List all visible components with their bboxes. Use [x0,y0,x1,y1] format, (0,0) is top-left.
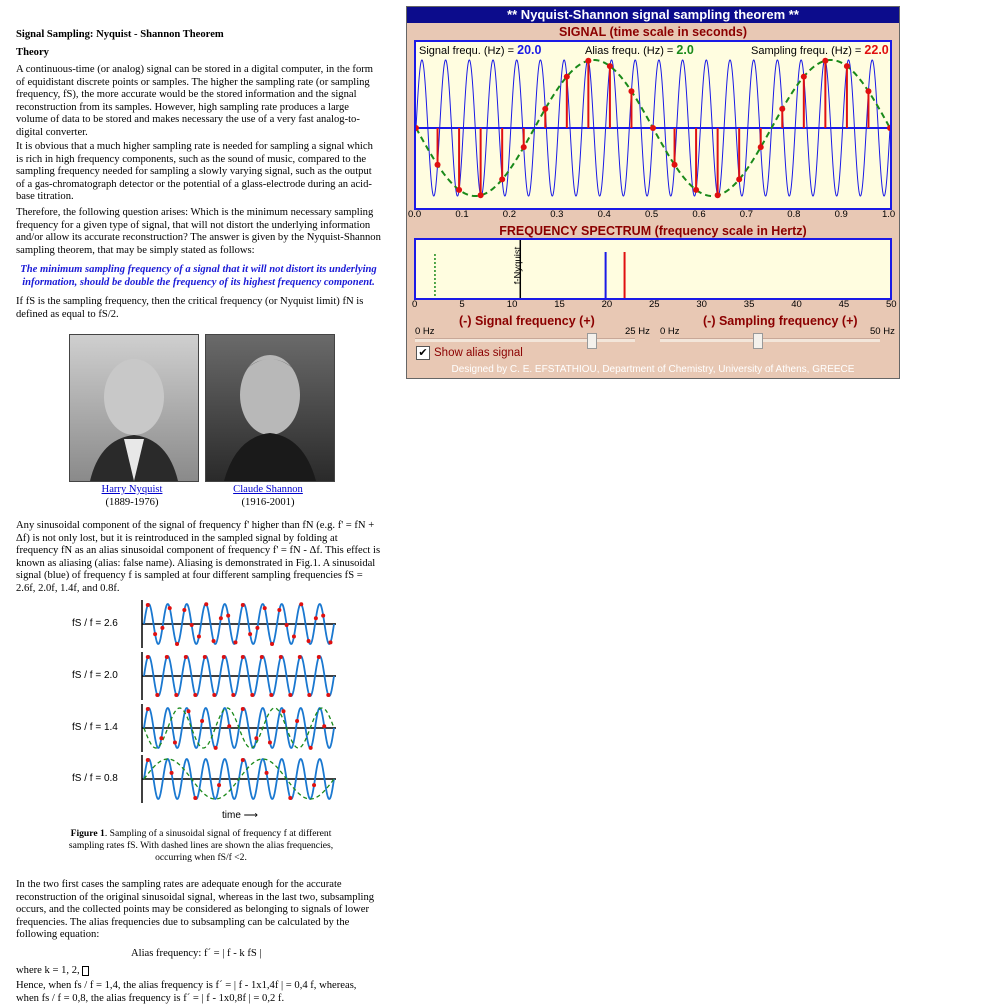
where-line [16,965,381,978]
signal-slider-max: 25 Hz [625,326,650,337]
fig-sample-point [317,655,321,659]
frequency-tick-label: 15 [554,299,565,310]
fig-sample-point [146,603,150,607]
signal-frequency-label: Signal frequ. (Hz) = [419,45,515,57]
fig-sample-point [214,746,218,750]
sample-point [585,58,591,64]
sample-point [887,125,890,131]
sample-point [499,176,505,182]
applet-footer: Designed by C. E. EFSTATHIOU, Department of Chemistry, University of Athens, GREECE [451,364,855,375]
fig-sample-point [285,623,289,627]
fig-sample-point [187,709,191,713]
fig-sample-point [182,608,186,612]
sampling-frequency-slider[interactable] [660,338,880,342]
frequency-tick-label: 20 [601,299,613,310]
sample-point [844,63,850,69]
fig-sample-point [212,693,216,697]
fig-sample-point [212,639,216,643]
fig-sample-point [248,632,252,636]
fig-sample-point [146,707,150,711]
fig-time-label: time ⟶ [222,810,259,821]
fig-sample-point [193,693,197,697]
shannon-link[interactable]: Claude Shannon [233,484,303,495]
fig-sample-point [307,693,311,697]
fig-sample-point [219,616,223,620]
frequency-tick-label: 0 [412,299,418,310]
signal-plot-panel [414,40,892,210]
sample-point [779,106,785,112]
signal-plot [416,42,890,208]
fig-sample-point [193,796,197,800]
fig-sample-point [217,783,221,787]
time-tick-label: 0.1 [455,209,469,220]
fig-sample-point [312,783,316,787]
fig-sample-point [299,602,303,606]
fig-sample-point [254,736,258,740]
time-tick-label: 0.2 [502,209,517,220]
sample-point [607,63,613,69]
fig-sample-point [184,655,188,659]
fig-sample-point [170,771,174,775]
alias-frequency-value: 2.0 [676,43,694,57]
fig-sample-point [226,614,230,618]
fig-sample-point [160,626,164,630]
sample-point [693,187,699,193]
fig-sample-point [241,655,245,659]
frequency-tick-label: 10 [506,299,518,310]
sampling-slider-thumb[interactable] [753,333,763,349]
fig-sample-point [322,724,326,728]
fig-sample-point [241,758,245,762]
fig-sample-point [288,693,292,697]
fig-row-label: fS / f = 1.4 [72,722,118,733]
theorem-quote: The minimum sampling frequency of a signal that it will not distort its underlying information, should be double the frequency of its highest frequency component. [20,264,377,288]
fig-sample-point [159,736,163,740]
fig-sample-point [250,693,254,697]
fig-sample-point [326,693,330,697]
sample-point [416,125,419,131]
fig-sample-point [263,606,267,610]
show-alias-checkbox[interactable] [416,346,430,360]
frequency-tick-label: 25 [649,299,660,310]
sample-point [758,144,764,150]
paragraph-5: Any sinusoidal component of the signal of frequency f' higher than fN (e.g. f' = fN + Δf) is not only lost, but it is reintroduced in the sampled signal by folding at frequency fN as an alias sinusoidal component of frequency f' = fN - Δf. This effect is known as aliasing (alias: false name). Aliasing is demonstrated in Fig.1. A sinusoidal signal (blue) of frequency f is sampled at four different sampling frequencies fS = 2.6f, 2.0f, 1.4f, and 0.8f. [16,520,381,594]
sampling-slider-min: 0 Hz [660,326,680,337]
sample-point [542,106,548,112]
sample-point [736,176,742,182]
figure-1-plot [140,600,340,810]
fig-sample-point [277,608,281,612]
sampling-slider-max: 50 Hz [870,326,895,337]
sample-point [672,162,678,168]
signal-slider-title: (-) Signal frequency (+) [459,314,595,328]
fig-sample-point [197,635,201,639]
theory-heading: Theory [16,47,49,58]
sample-point [865,88,871,94]
fig-sample-point [270,642,274,646]
fig-sample-point [222,655,226,659]
time-tick-label: 0.4 [597,209,611,220]
fig-sample-point [269,693,273,697]
fig-sample-point [175,642,179,646]
shannon-portrait [205,334,335,482]
sampling-frequency-label: Sampling frequ. (Hz) = [751,45,862,57]
spectrum-plot [416,240,890,298]
figure-caption [66,828,336,864]
sample-point [478,192,484,198]
sampling-frequency-value: 22.0 [864,43,889,57]
signal-frequency-readout [419,43,541,57]
time-tick-label: 0.6 [692,209,706,220]
sample-point [521,144,527,150]
nyquist-label: f-Nyquist [512,246,524,285]
fig-row-label: fS / f = 2.0 [72,670,118,681]
sample-point [822,58,828,64]
figure-1 [72,600,332,825]
fig-sample-point [233,640,237,644]
nyquist-caption [62,484,202,509]
sample-point [650,125,656,131]
time-tick-label: 0.3 [550,209,564,220]
fig-sample-point [282,709,286,713]
sample-point [456,187,462,193]
fig-sample-point [309,746,313,750]
sample-point [628,88,634,94]
nyquist-years: (1889-1976) [105,496,159,508]
fig-sample-point [328,640,332,644]
fig-sample-point [314,616,318,620]
fig-sample-point [204,602,208,606]
time-tick-label: 0.8 [787,209,801,220]
paragraph-4: If fS is the sampling frequency, then the critical frequency (or Nyquist limit) fN is defined as equal to fS/2. [16,296,364,320]
figure-caption-bold: Figure 1 [70,828,105,839]
sampling-frequency-readout [751,43,889,57]
fig-sample-point [165,655,169,659]
fig-sample-point [307,639,311,643]
fig-signal-wave [144,604,334,644]
nyquist-link[interactable]: Harry Nyquist [101,484,163,495]
nyquist-portrait [69,334,199,482]
time-tick-label: 0.7 [739,209,754,220]
fig-sample-point [292,635,296,639]
fig-sample-point [231,693,235,697]
spectrum-section-title: FREQUENCY SPECTRUM (frequency scale in Hertz) [499,224,807,238]
fig-sample-point [155,693,159,697]
article-title: Signal Sampling: Nyquist - Shannon Theorem [16,29,224,40]
fig-sample-point [203,655,207,659]
fig-row-label: fS / f = 2.6 [72,618,118,629]
paragraph-3: Therefore, the following question arises: Which is the minimum necessary sampling frequency for a given type of signal, that will not distort the underlying information and/or allow its accurate reconstruction? The answer is given by the Nyquist-Shannon sampling theorem, that may be simply stated as follows: [16,207,381,256]
sample-point [564,74,570,80]
fig-sample-point [288,796,292,800]
fig-sample-point [173,740,177,744]
fig-sample-point [146,655,150,659]
sample-point [435,162,441,168]
fig-sample-point [298,655,302,659]
fig-sample-point [190,623,194,627]
signal-slider-min: 0 Hz [415,326,435,337]
fig-sample-point [146,758,150,762]
time-tick-label: 0.5 [645,209,659,220]
signal-frequency-value: 20.0 [517,43,542,57]
signal-slider-thumb[interactable] [587,333,597,349]
fig-sample-point [200,719,204,723]
fig-sample-point [268,740,272,744]
alias-frequency-label: Alias frequ. (Hz) = [585,45,674,57]
fig-sample-point [265,771,269,775]
frequency-tick-label: 5 [459,299,465,310]
fig-row-label: fS / f = 0.8 [72,773,118,784]
paragraph-7: Hence, when fs / f = 1,4, the alias frequency is f´ = | f - 1x1,4f | = 0,4 f, whereas, when fs / f = 0,8, the alias frequency is f´ = | f - 1x0,8f | = 0,2 f. [16,980,357,1004]
fig-sample-point [321,614,325,618]
fig-sample-point [174,693,178,697]
frequency-tick-label: 45 [838,299,850,310]
fig-sample-point [255,626,259,630]
nyquist-applet [406,6,900,379]
sampling-slider-title: (-) Sampling frequency (+) [703,314,858,328]
alias-equation: Alias frequency: f´ = | f - k fS | [131,948,262,959]
shannon-caption [198,484,338,509]
fig-sample-point [260,655,264,659]
sample-point [801,74,807,80]
shannon-years: (1916-2001) [241,496,295,508]
fig-sample-point [153,632,157,636]
applet-title: ** Nyquist-Shannon signal sampling theorem ** [407,7,899,23]
fig-sample-point [241,707,245,711]
spectrum-panel [414,238,892,300]
show-alias-label[interactable]: Show alias signal [434,347,523,359]
paragraph-6: In the two first cases the sampling rates are adequate enough for the accurate reconstruction of the original sinusoidal signal, whereas in the last two, subsampling occurs, and the collected points may be considered as belonging to signals of lower frequencies. The alias frequencies due to subsampling can be calculated by the following equation: [16,879,375,941]
where-text: where k = 1, 2, [16,965,83,976]
fig-sample-point [227,724,231,728]
fig-sample-point [241,603,245,607]
signal-frequency-slider[interactable] [415,338,635,342]
ellipsis-icon [82,966,89,976]
paragraph-1: A continuous-time (or analog) signal can be stored in a digital computer, in the form of equidistant discrete points or samples. The higher the sampling rate (or sampling frequency, fS), the more accurate would be the stored information and the signal reconstruction from its samples. However, high sampling rate produces a large volume of data to be stored and makes necessary the use of a very fast analog-to-digital converter. [16,64,374,138]
frequency-tick-label: 50 [886,299,897,310]
fig-sample-point [295,719,299,723]
time-tick-label: 1.0 [882,209,896,220]
paragraph-2: It is obvious that a much higher sampling rate is needed for sampling a signal which is rich in high frequency components, such as the sound of music, compared to the sampling frequency needed for sampling a slowly varying signal, such as the output of a gas-chromatograph detector or the potential of a glass-electrode during an acid-base titration. [16,141,373,203]
time-tick-label: 0.9 [834,209,848,220]
checkmark-icon: ✔ [418,347,428,359]
fig-signal-wave [144,656,334,696]
frequency-tick-label: 30 [696,299,707,310]
sample-point [715,192,721,198]
fig-sample-point [168,606,172,610]
alias-frequency-readout [585,43,694,57]
time-tick-label: 0.0 [408,209,422,220]
fig-sample-point [279,655,283,659]
frequency-tick-label: 40 [791,299,802,310]
figure-caption-text: . Sampling of a sinusoidal signal of frequency f at different sampling rates fS. With dashed lines are shown the alias frequencies, occurring when fS/f <2. [68,828,334,863]
signal-section-title: SIGNAL (time scale in seconds) [558,25,748,39]
frequency-tick-label: 35 [743,299,755,310]
